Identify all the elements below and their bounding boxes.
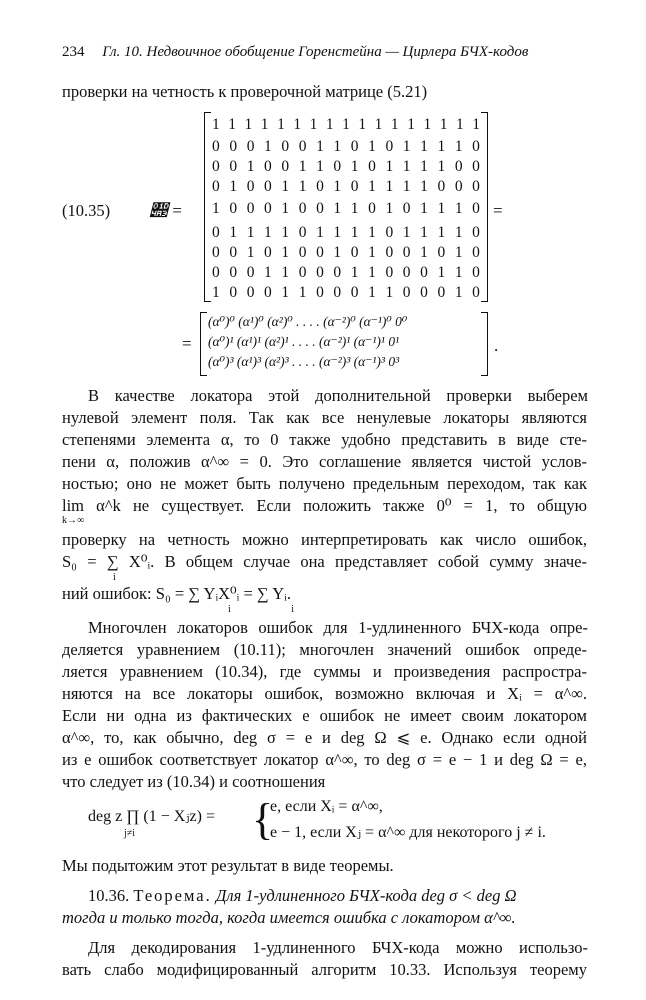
matrix-entry: 1 [281, 284, 290, 301]
matrix-entry: 0 [281, 158, 290, 175]
matrix-row [212, 116, 480, 136]
theorem-second-line: тогда и только тогда, когда имеется ошибка с локатором α^∞. [62, 908, 516, 927]
matrix-entry: 1 [281, 200, 290, 217]
paragraph-line: Для декодирования 1-удлиненного БЧХ-кода можно использо- [88, 938, 588, 957]
matrix-entry: 1 [368, 178, 376, 195]
matrix-entry: 1 [439, 116, 448, 133]
paragraph-line: проверку на четность можно интерпретировать как число ошибок, [62, 530, 587, 549]
matrix-entry: 0 [472, 178, 480, 195]
matrix-row [212, 200, 480, 220]
power-row: (α⁰)³ (α¹)³ (α²)³ . . . . (α⁻²)³ (α⁻¹)³ 0³ [208, 354, 400, 369]
matrix-entry: 1 [316, 138, 324, 155]
matrix-entry: 0 [229, 244, 238, 261]
matrix-entry: 1 [212, 284, 220, 301]
matrix-entry: 1 [325, 116, 334, 133]
matrix-entry: 0 [333, 264, 342, 281]
matrix-entry: 1 [437, 224, 446, 241]
matrix-entry: 1 [420, 178, 428, 195]
matrix-entry: 0 [385, 264, 394, 281]
power-matrix [200, 312, 488, 376]
matrix-entry: 0 [316, 284, 324, 301]
matrix-row [212, 244, 480, 264]
paragraph-line: пени α, положив α^∞ = 0. Это соглашение является чистой услов- [62, 452, 587, 471]
degree-formula: deg z ∏ (1 − Xⱼz) = [88, 808, 215, 825]
matrix-entry: 0 [368, 158, 376, 175]
page-number: 234 [62, 44, 85, 60]
matrix-entry: 1 [350, 224, 359, 241]
matrix-entry: 1 [402, 224, 411, 241]
matrix-label: 𝒣 = [150, 201, 183, 220]
matrix-entry: 0 [350, 284, 359, 301]
matrix-entry: 0 [212, 138, 220, 155]
matrix-entry: 0 [454, 158, 463, 175]
power-row: (α⁰)¹ (α¹)¹ (α²)¹ . . . . (α⁻²)¹ (α⁻¹)¹ 0¹ [208, 334, 400, 349]
paragraph-line: вать слабо модифицированный алгоритм 10.33. Используя теорему [62, 960, 587, 979]
matrix-entry: 1 [420, 224, 428, 241]
matrix-entry: 0 [316, 178, 324, 195]
theorem-text: Для 1-удлиненного БЧХ-кода deg σ < deg Ω [215, 886, 517, 905]
matrix-entry: 1 [385, 200, 394, 217]
matrix-entry: 1 [277, 116, 285, 133]
intro-line: проверки на четность к проверочной матрице (5.21) [62, 82, 428, 101]
matrix-entry: 0 [246, 178, 255, 195]
running-title: Гл. 10. Недвоичное обобщение Горенстейна — Цирлера БЧХ-кодов [102, 44, 529, 60]
matrix-entry: 1 [368, 138, 376, 155]
matrix-entry: 0 [212, 264, 220, 281]
matrix-entry: 1 [246, 244, 255, 261]
running-header [62, 44, 592, 61]
case-line: e, если Xᵢ = α^∞, [270, 798, 383, 815]
matrix-entry: 1 [420, 200, 428, 217]
matrix-entry: 1 [246, 224, 255, 241]
matrix-entry: 1 [437, 200, 446, 217]
paragraph-line: α^∞, то, как обычно, deg σ = e и deg Ω ⩽ e. Однако если одной [62, 728, 587, 747]
matrix-entry: 0 [472, 284, 480, 301]
matrix-entry: 1 [358, 116, 367, 133]
matrix-entry: 0 [212, 244, 220, 261]
matrix-entry: 0 [229, 158, 238, 175]
matrix-entry: 1 [454, 138, 463, 155]
matrix-entry: 1 [316, 158, 324, 175]
theorem-word: Теорема. [133, 886, 212, 905]
matrix-entry: 1 [390, 116, 399, 133]
matrix-entry: 0 [454, 178, 463, 195]
matrix-entry: 0 [229, 264, 238, 281]
matrix-entry: 1 [333, 138, 342, 155]
matrix-entry: 1 [333, 200, 342, 217]
paragraph-line: Многочлен локаторов ошибок для 1-удлиненного БЧХ-кода опре- [88, 618, 588, 637]
matrix-entry: 0 [298, 244, 307, 261]
matrix-row [212, 138, 480, 158]
matrix-entry: 0 [298, 264, 307, 281]
matrix-entry: 0 [472, 138, 480, 155]
matrix-entry: 0 [437, 284, 446, 301]
matrix-entry: 0 [402, 244, 411, 261]
matrix-entry: 1 [298, 178, 307, 195]
matrix-entry: 1 [368, 284, 376, 301]
matrix-entry: 1 [298, 284, 307, 301]
matrix-entry: 1 [454, 244, 463, 261]
matrix-entry: 0 [420, 264, 428, 281]
matrix-entry: 1 [333, 178, 342, 195]
matrix-entry: 0 [316, 200, 324, 217]
matrix-entry: 0 [264, 284, 272, 301]
paragraph-line: lim α^k не существует. Если положить также 0⁰ = 1, то общую [62, 496, 587, 515]
matrix-entry: 0 [437, 178, 446, 195]
matrix-entry: 1 [229, 178, 238, 195]
paragraph-line: ний ошибок: S₀ = ∑ YᵢX⁰ᵢ = ∑ Yᵢ. [62, 584, 291, 603]
power-row: (α⁰)⁰ (α¹)⁰ (α²)⁰ . . . . (α⁻²)⁰ (α⁻¹)⁰ 0⁰ [208, 314, 408, 329]
paragraph-line: В качестве локатора этой дополнительной проверки выберем [88, 386, 588, 405]
matrix-entry: 0 [229, 138, 238, 155]
matrix-entry: 1 [454, 224, 463, 241]
matrix-entry: 0 [385, 138, 394, 155]
second-equals: = [182, 334, 192, 353]
equals-sign: = [493, 201, 503, 220]
paragraph-line: из e ошибок соответствует локатор α^∞, то deg σ = e − 1 и deg Ω = e, [62, 750, 587, 769]
matrix-entry: 1 [420, 138, 428, 155]
theorem-number: 10.36. [88, 886, 130, 905]
matrix-entry: 0 [281, 138, 290, 155]
matrix-entry: 1 [420, 244, 428, 261]
matrix-entry: 0 [333, 284, 342, 301]
matrix-entry: 0 [246, 138, 255, 155]
matrix-row [212, 284, 480, 304]
matrix-entry: 1 [454, 264, 463, 281]
matrix-row [212, 264, 480, 284]
case-line: e − 1, если Xⱼ = α^∞ для некоторого j ≠ i. [270, 824, 546, 841]
paragraph-line: ляется уравнением (10.34), где суммы и произведения распростра- [62, 662, 587, 681]
matrix-entry: 1 [298, 158, 307, 175]
matrix-entry: 0 [316, 264, 324, 281]
matrix-entry: 0 [246, 284, 255, 301]
matrix-entry: 1 [455, 116, 464, 133]
matrix-entry: 1 [368, 224, 376, 241]
matrix-entry: 1 [228, 116, 237, 133]
matrix-entry: 1 [368, 244, 376, 261]
matrix-row [212, 178, 480, 198]
matrix-entry: 0 [350, 244, 359, 261]
matrix-entry: 0 [246, 200, 255, 217]
matrix-entry: 0 [472, 244, 480, 261]
matrix-entry: 1 [402, 178, 411, 195]
left-bracket [204, 112, 211, 302]
matrix-entry: 0 [385, 244, 394, 261]
matrix-entry: 0 [472, 264, 480, 281]
matrix-entry: 1 [454, 200, 463, 217]
matrix-entry: 0 [298, 200, 307, 217]
final-period: . [494, 336, 499, 355]
matrix-entry: 0 [402, 264, 411, 281]
matrix-entry: 0 [316, 244, 324, 261]
right-bracket [481, 312, 488, 376]
matrix-entry: 1 [281, 264, 290, 281]
matrix-entry: 1 [281, 178, 290, 195]
matrix-entry: 1 [368, 264, 376, 281]
matrix-entry: 0 [402, 200, 411, 217]
matrix-entry: 0 [420, 284, 428, 301]
matrix-entry: 1 [374, 116, 383, 133]
matrix-entry: 1 [281, 244, 290, 261]
matrix-entry: 1 [246, 158, 255, 175]
matrix-entry: 1 [472, 116, 480, 133]
matrix-row [212, 158, 480, 178]
matrix-entry: 0 [229, 284, 238, 301]
paragraph-line: няются на все локаторы ошибок, возможно включая и Xᵢ = α^∞. [62, 684, 587, 703]
right-bracket [481, 112, 488, 302]
sum-subscript: i [113, 572, 116, 583]
matrix-entry: 1 [385, 284, 394, 301]
matrix-entry: 0 [472, 158, 480, 175]
paragraph-line: S₀ = ∑ X⁰ᵢ. В общем случае она представляет собой сумму значе- [62, 552, 587, 571]
matrix-entry: 1 [264, 264, 272, 281]
matrix-entry: 0 [229, 200, 238, 217]
matrix-entry: 1 [385, 178, 394, 195]
matrix-entry: 0 [350, 138, 359, 155]
matrix-entry: 1 [423, 116, 432, 133]
equation-number: (10.35) [62, 201, 111, 220]
matrix-entry: 1 [437, 158, 446, 175]
summary-line: Мы подытожим этот результат в виде теоремы. [62, 856, 394, 875]
matrix-entry: 0 [472, 224, 480, 241]
matrix-entry: 0 [298, 224, 307, 241]
matrix-entry: 0 [350, 178, 359, 195]
matrix-entry: 0 [212, 224, 220, 241]
matrix-entry: 1 [402, 138, 411, 155]
matrix-entry: 0 [246, 264, 255, 281]
matrix-entry: 1 [244, 116, 253, 133]
matrix-entry: 0 [264, 158, 272, 175]
product-subscript: j≠i [124, 828, 136, 839]
matrix-entry: 0 [212, 158, 220, 175]
paragraph-line: нулевой элемент поля. Так как все ненулевые локаторы являются [62, 408, 587, 427]
matrix-entry: 1 [350, 264, 359, 281]
limit-subscript: k→∞ [62, 515, 85, 526]
matrix-entry: 1 [229, 224, 238, 241]
paragraph-line: деляется уравнением (10.11); многочлен значений ошибок опреде- [62, 640, 587, 659]
matrix-entry: 0 [212, 178, 220, 195]
matrix-entry: 1 [293, 116, 302, 133]
matrix-entry: 1 [385, 158, 394, 175]
matrix-entry: 1 [437, 264, 446, 281]
matrix-entry: 1 [333, 224, 342, 241]
matrix-entry: 1 [264, 224, 272, 241]
matrix-entry: 1 [212, 200, 220, 217]
matrix-row [212, 224, 480, 244]
paragraph-line: степенями элемента α, то 0 также удобно представить в виде сте- [62, 430, 587, 449]
matrix-entry: 1 [333, 244, 342, 261]
matrix-entry: 1 [402, 158, 411, 175]
matrix-entry: 1 [212, 116, 220, 133]
matrix-entry: 1 [264, 138, 272, 155]
matrix-entry: 1 [316, 224, 324, 241]
matrix-entry: 1 [454, 284, 463, 301]
matrix-entry: 0 [368, 200, 376, 217]
paragraph-line: Если ни одна из фактических e ошибок не имеет своим локатором [62, 706, 587, 725]
matrix-entry: 0 [437, 244, 446, 261]
left-bracket [200, 312, 207, 376]
matrix-entry: 0 [264, 178, 272, 195]
matrix-entry: 1 [309, 116, 318, 133]
matrix-entry: 1 [420, 158, 428, 175]
cases-brace: { [252, 795, 274, 844]
theorem-first-line [88, 886, 517, 906]
paragraph-line: ностью; оно не может быть получено предельным переходом, так как [62, 474, 587, 493]
matrix-entry: 0 [402, 284, 411, 301]
matrix-entry: 1 [260, 116, 269, 133]
matrix-entry: 0 [333, 158, 342, 175]
matrix-entry: 1 [350, 158, 359, 175]
matrix-entry: 1 [407, 116, 415, 133]
matrix-entry: 1 [281, 224, 290, 241]
paragraph-line: что следует из (10.34) и соотношения [62, 772, 326, 791]
matrix-entry: 0 [298, 138, 307, 155]
matrix-entry: 0 [472, 200, 480, 217]
matrix-entry: 1 [342, 116, 350, 133]
binary-check-matrix [204, 112, 488, 302]
matrix-entry: 0 [385, 224, 394, 241]
matrix-entry: 1 [437, 138, 446, 155]
matrix-entry: 0 [264, 200, 272, 217]
matrix-entry: 1 [350, 200, 359, 217]
sum-subscript: i i [228, 604, 295, 615]
matrix-entry: 0 [264, 244, 272, 261]
